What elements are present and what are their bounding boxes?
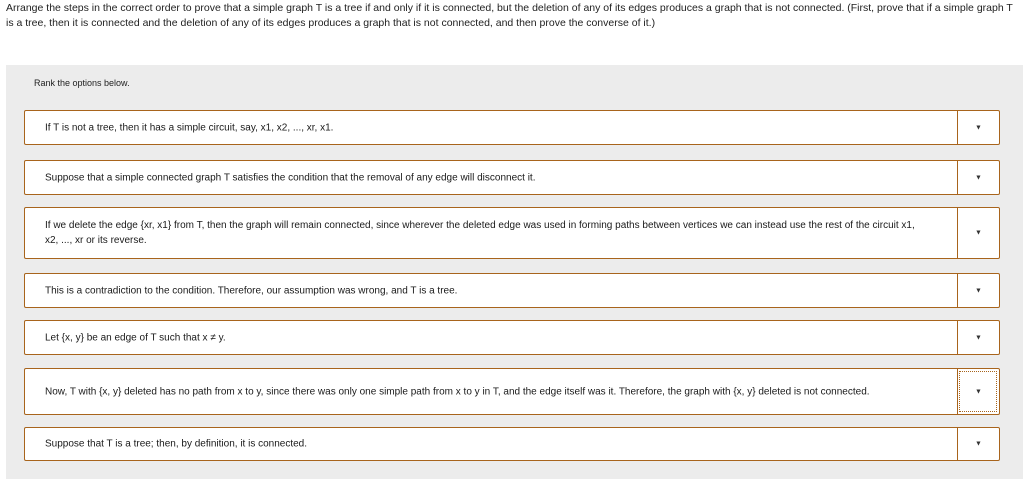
option-text: Now, T with {x, y} deleted has no path from x to y, since there was only one simple path from x to y in T, and the edge itself was it. Therefore, the graph with {x, y} deleted is not connected. (45, 386, 870, 397)
option-text: If T is not a tree, then it has a simple circuit, say, x1, x2, ..., xr, x1. (45, 122, 334, 133)
option-text: Let {x, y} be an edge of T such that x ≠ y. (45, 332, 226, 343)
rank-option-2[interactable] (24, 160, 1000, 195)
panel-heading: Rank the options below. (34, 78, 130, 88)
chevron-down-icon: ▼ (975, 388, 982, 395)
rank-dropdown[interactable] (957, 321, 999, 354)
option-text: Suppose that T is a tree; then, by definition, it is connected. (45, 438, 308, 450)
question-text: Arrange the steps in the correct order to prove that a simple graph T is a tree if and only if it is connected, but the deletion of any of its edges produces a graph that is not connected. (First, prove that if a simple graph T is a tree, then it is connected and the deletion of any of its edges produces a graph that is not connected, and then prove the converse of it.) (6, 2, 1013, 29)
chevron-down-icon: ▼ (975, 229, 982, 237)
chevron-down-icon: ▼ (975, 440, 982, 448)
rank-option-7[interactable] (24, 427, 1000, 461)
rank-option-6[interactable] (24, 368, 1000, 415)
rank-option-5[interactable] (24, 320, 1000, 355)
option-text: This is a contradiction to the condition. Therefore, our assumption was wrong, and T is a tree. (45, 285, 458, 296)
rank-dropdown[interactable] (957, 369, 999, 414)
chevron-down-icon: ▼ (975, 287, 982, 294)
rank-dropdown[interactable] (957, 111, 999, 144)
chevron-down-icon: ▼ (975, 124, 982, 131)
rank-dropdown[interactable] (957, 274, 999, 307)
rank-option-3[interactable] (24, 207, 1000, 259)
rank-dropdown[interactable] (957, 428, 999, 460)
rank-dropdown[interactable] (957, 208, 999, 258)
rank-option-4[interactable] (24, 273, 1000, 308)
option-text: If we delete the edge {xr, x1} from T, then the graph will remain connected, since wherever the deleted edge was used in forming paths between vertices we can instead use the rest of the circuit x1, x2, ..., xr or its reverse. (45, 220, 915, 246)
option-text: Suppose that a simple connected graph T satisfies the condition that the removal of any edge will disconnect it. (45, 172, 536, 183)
rank-option-1[interactable] (24, 110, 1000, 145)
chevron-down-icon: ▼ (975, 174, 982, 181)
chevron-down-icon: ▼ (975, 334, 982, 341)
rank-dropdown[interactable] (957, 161, 999, 194)
ranking-panel (6, 65, 1023, 479)
